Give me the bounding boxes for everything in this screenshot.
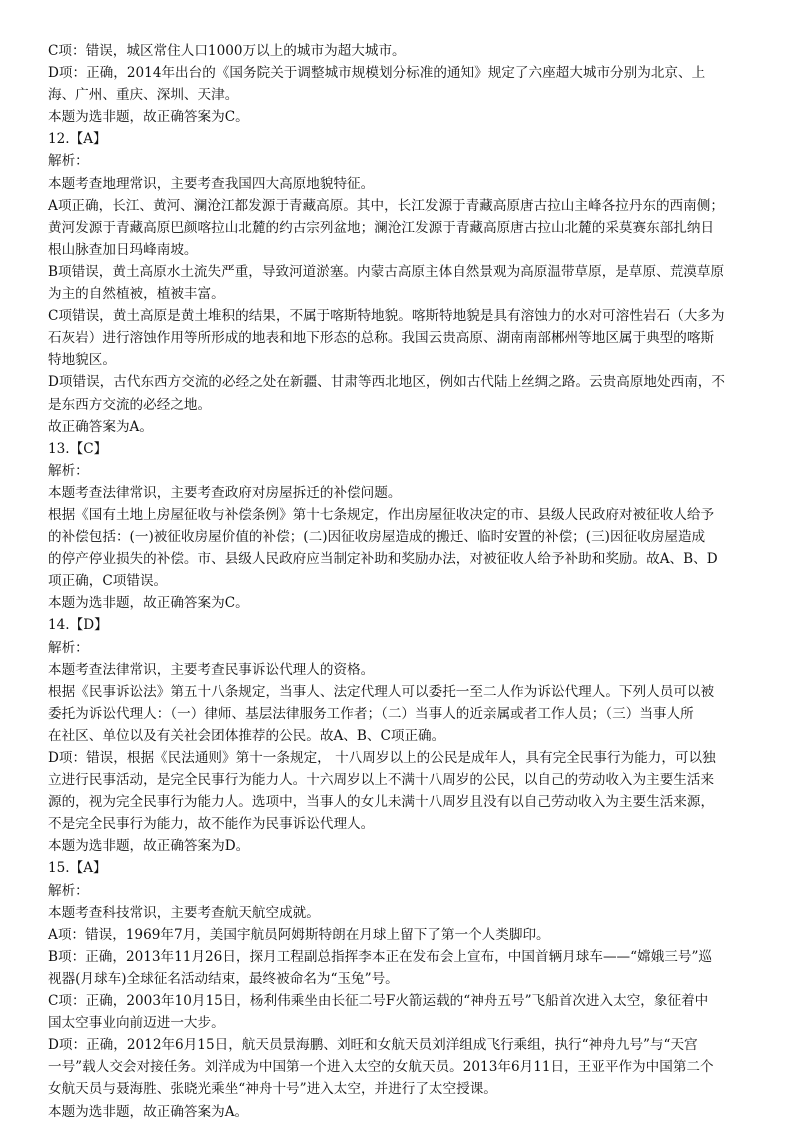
text-line: 黄河发源于青藏高原巴颜喀拉山北麓的约古宗列盆地；澜沧江发源于青藏高原唐古拉山北麓的采莫赛东部扎纳日 [48, 219, 715, 236]
text-line: C项错误，黄土高原是黄土堆积的结果，不属于喀斯特地貌。喀斯特地貌是具有溶蚀力的水对可溶性岩石（大多为 [48, 308, 725, 325]
text-line: 14.【D】 [48, 617, 108, 634]
text-line: 根据《国有土地上房屋征收与补偿条例》第十七条规定，作出房屋征收决定的市、县级人民政府对被征收人给予 [48, 506, 715, 523]
text-line: A项正确，长江、黄河、澜沧江都发源于青藏高原。其中，长江发源于青藏高原唐古拉山主峰各拉丹东的西南侧； [48, 197, 724, 214]
text-line: 解析： [48, 882, 89, 899]
text-line: 石灰岩）进行溶蚀作用等所形成的地表和地下形态的总称。我国云贵高原、湖南南部郴州等地区属于典型的喀斯 [48, 330, 715, 347]
text-line: D项：错误，根据《民法通则》第十一条规定， 十八周岁以上的公民是成年人，具有完全民事行为能力，可以独 [48, 750, 716, 766]
text-line: D项：正确，2014年出台的《国务院关于调整城市规模划分标准的通知》规定了六座超大城市分别为北京、上 [48, 65, 706, 82]
text-line: 一号”载人交会对接任务。刘洋成为中国第一个进入太空的女航天员。2013年6月11日，王亚平作为中国第二个 [48, 1059, 714, 1076]
text-line: 根据《民事诉讼法》第五十八条规定，当事人、法定代理人可以委托一至二人作为诉讼代理人。下列人员可以被 [48, 683, 715, 700]
text-line: 12.【A】 [48, 131, 107, 148]
text-line: 委托为诉讼代理人：（一）律师、基层法律服务工作者；（二）当事人的近亲属或者工作人员；（三）当事人所 [48, 705, 694, 722]
text-line: 的停产停业损失的补偿。市、县级人民政府应当制定补助和奖励办法，对被征收人给予补助和奖励。故A、B、D [48, 551, 718, 568]
text-line: C项：正确，2003年10月15日，杨利伟乘坐由长征二号F火箭运载的“神舟五号”飞船首次进入太空，象征着中 [48, 993, 709, 1010]
text-line: 在社区、单位以及有关社会团体推荐的公民。故A、B、C项正确。 [48, 727, 446, 744]
text-line: B项错误，黄土高原水土流失严重，导致河道淤塞。内蒙古高原主体自然景观为高原温带草原，是草原、荒漠草原 [48, 263, 725, 280]
text-line: 本题考查地理常识，主要考查我国四大高原地貌特征。 [48, 175, 375, 192]
text-line: A项：错误，1969年7月，美国宇航员阿姆斯特朗在月球上留下了第一个人类脚印。 [48, 926, 550, 943]
text-line: 立进行民事活动，是完全民事行为能力人。十六周岁以上不满十八周岁的公民，以自己的劳动收入为主要生活来 [48, 772, 715, 789]
document-page [48, 40, 766, 1123]
text-line: 特地貌区。 [48, 352, 116, 369]
text-line: 国太空事业向前迈进一大步。 [48, 1015, 225, 1032]
text-line: 是东西方交流的必经之地。 [48, 396, 212, 413]
text-line: 源的，视为完全民事行为能力人。选项中，当事人的女儿未满十八周岁且没有以自己劳动收入为主要生活来源， [48, 794, 715, 811]
text-line: 女航天员与聂海胜、张晓光乘坐“神舟十号”进入太空，并进行了太空授课。 [48, 1081, 497, 1098]
text-line: 为主的自然植被，植被丰富。 [48, 286, 225, 303]
text-line: 本题考查法律常识，主要考查民事诉讼代理人的资格。 [48, 661, 375, 678]
text-line: 根山脉查加日玛峰南坡。 [48, 241, 198, 258]
text-line: 解析： [48, 639, 89, 656]
text-line: 本题为选非题，故正确答案为C。 [48, 109, 249, 126]
text-line: 15.【A】 [48, 860, 107, 877]
text-line: 解析： [48, 153, 89, 170]
text-line: D项：正确，2012年6月15日，航天员景海鹏、刘旺和女航天员刘洋组成飞行乘组，执行“神舟九号”与“天宫 [48, 1037, 698, 1054]
text-line: 视器(月球车)全球征名活动结束，最终被命名为“玉兔”号。 [48, 970, 399, 987]
text-line: 本题为选非题，故正确答案为D。 [48, 838, 250, 855]
text-line: 故正确答案为A。 [48, 418, 153, 435]
text-line: 本题考查法律常识，主要考查政府对房屋拆迁的补偿问题。 [48, 484, 402, 501]
text-line: 本题考查科技常识，主要考查航天航空成就。 [48, 904, 320, 921]
text-line: C项：错误，城区常住人口1000万以上的城市为超大城市。 [48, 43, 406, 59]
text-line: 13.【C】 [48, 440, 108, 457]
text-line: B项：正确，2013年11月26日，探月工程副总指挥李本正在发布会上宣布，中国首辆月球车——“嫦娥三号”巡 [48, 948, 713, 965]
text-line: 本题为选非题，故正确答案为C。 [48, 595, 249, 612]
text-line: 项正确，C项错误。 [48, 573, 168, 590]
text-line: 本题为选非题，故正确答案为A。 [48, 1103, 249, 1120]
text-line: 的补偿包括：(一)被征收房屋价值的补偿；(二)因征收房屋造成的搬迁、临时安置的补偿；(三)因征收房屋造成 [48, 529, 706, 546]
text-line: D项错误，古代东西方交流的必经之处在新疆、甘肃等西北地区，例如古代陆上丝绸之路。云贵高原地处西南，不 [48, 374, 725, 391]
text-line: 不是完全民事行为能力，故不能作为民事诉讼代理人。 [48, 816, 375, 833]
text-line: 海、广州、重庆、深圳、天津。 [48, 87, 239, 104]
text-line: 解析： [48, 462, 89, 479]
